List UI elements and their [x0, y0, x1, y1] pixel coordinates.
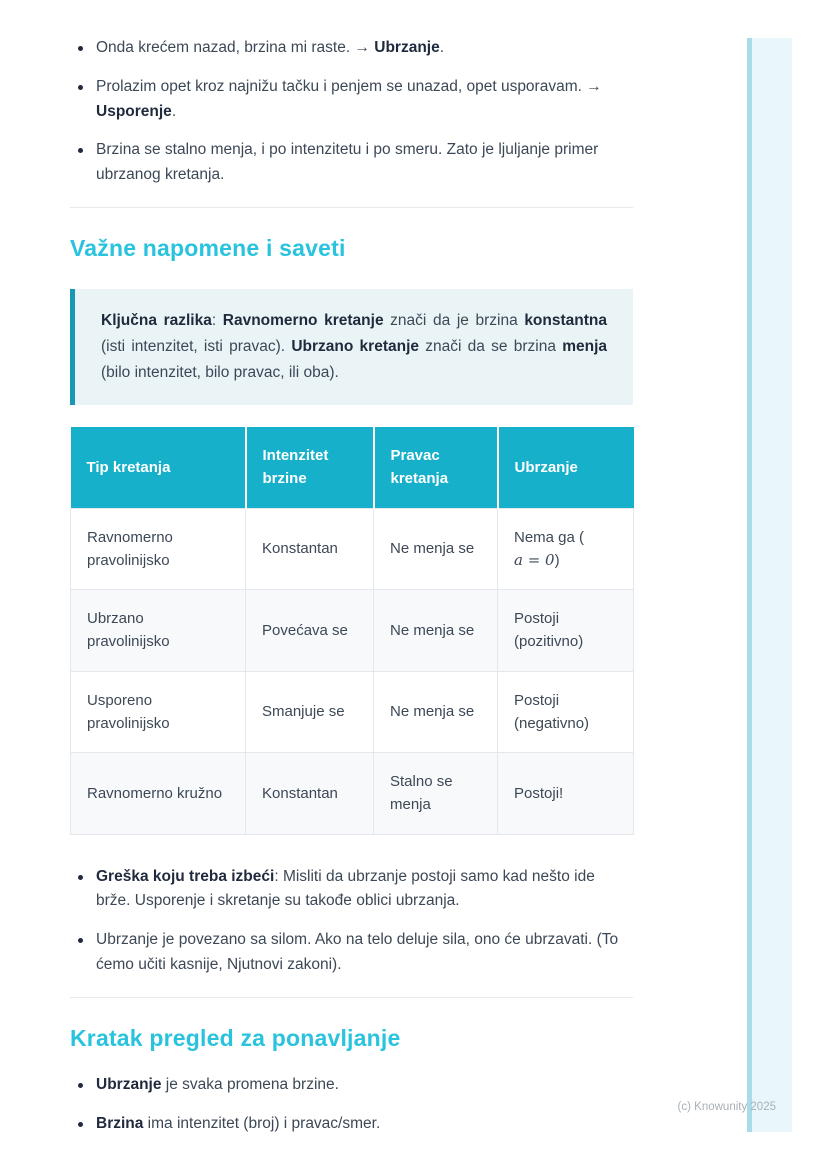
key-difference-callout [70, 289, 633, 405]
table-cell: Ravnomerno kružno [71, 753, 246, 835]
section-heading-summary: Kratak pregled za ponavljanje [70, 1024, 401, 1051]
table-cell: Postoji (pozitivno) [498, 590, 634, 672]
section-divider [70, 207, 633, 208]
table-header-cell: Intenzitet brzine [246, 427, 374, 508]
intro-bullet-list [70, 36, 633, 188]
bullet-item: Prolazim opet kroz najnižu tačku i penjem se unazad, opet usporavam. → Usporenje. [70, 75, 633, 125]
table-cell: Stalno se menja [374, 753, 498, 835]
page-content [70, 0, 633, 1150]
table-row [71, 753, 634, 835]
table-header-row [71, 427, 634, 508]
table-cell: Ne menja se [374, 590, 498, 672]
post-table-bullet-list [70, 865, 633, 978]
summary-bullet-list [70, 1073, 633, 1137]
table-cell: Konstantan [246, 753, 374, 835]
table-header-cell: Ubrzanje [498, 427, 634, 508]
watermark: (c) Knowunity 2025 [677, 1101, 776, 1113]
section-heading-notes: Važne napomene i saveti [70, 234, 346, 261]
bullet-item: Ubrzanje je svaka promena brzine. [70, 1073, 633, 1098]
bullet-item: Brzina se stalno menja, i po intenzitetu i po smeru. Zato je ljuljanje primer ubrzanog kretanja. [70, 138, 633, 188]
table-cell: Postoji! [498, 753, 634, 835]
bullet-item: Brzina ima intenzitet (broj) i pravac/smer. [70, 1112, 633, 1137]
table-row [71, 590, 634, 672]
table-cell: Ravnomerno pravolinijsko [71, 508, 246, 590]
table-cell: Konstantan [246, 508, 374, 590]
bullet-item: Ubrzanje je povezano sa silom. Ako na telo deluje sila, ono će ubrzavati. (To ćemo učiti kasnije, Njutnovi zakoni). [70, 928, 633, 978]
table-cell: Povećava se [246, 590, 374, 672]
section-divider [70, 997, 633, 998]
table-cell: Ne menja se [374, 671, 498, 753]
table-cell: Nema ga ( a = 0) [498, 508, 634, 590]
bullet-item: Onda krećem nazad, brzina mi raste. → Ubrzanje. [70, 36, 633, 61]
table-row [71, 508, 634, 590]
table-body [71, 508, 634, 834]
table-cell: Ne menja se [374, 508, 498, 590]
table-cell: Usporeno pravolinijsko [71, 671, 246, 753]
bullet-item: Greška koju treba izbeći: Misliti da ubrzanje postoji samo kad nešto ide brže. Usporenje i skretanje su takođe oblici ubrzanja. [70, 865, 633, 915]
table-header-cell: Pravac kretanja [374, 427, 498, 508]
table-cell: Postoji (negativno) [498, 671, 634, 753]
motion-types-table [70, 427, 634, 835]
table-row [71, 671, 634, 753]
side-accent-bar [747, 38, 792, 1132]
callout-text: Ključna razlika: Ravnomerno kretanje znači da je brzina konstantna (isti intenzitet, isti pravac). Ubrzano kretanje znači da se brzina menja (bilo intenzitet, bilo pravac, ili oba). [101, 311, 608, 382]
table-header-cell: Tip kretanja [71, 427, 246, 508]
table-cell: Ubrzano pravolinijsko [71, 590, 246, 672]
table-cell: Smanjuje se [246, 671, 374, 753]
